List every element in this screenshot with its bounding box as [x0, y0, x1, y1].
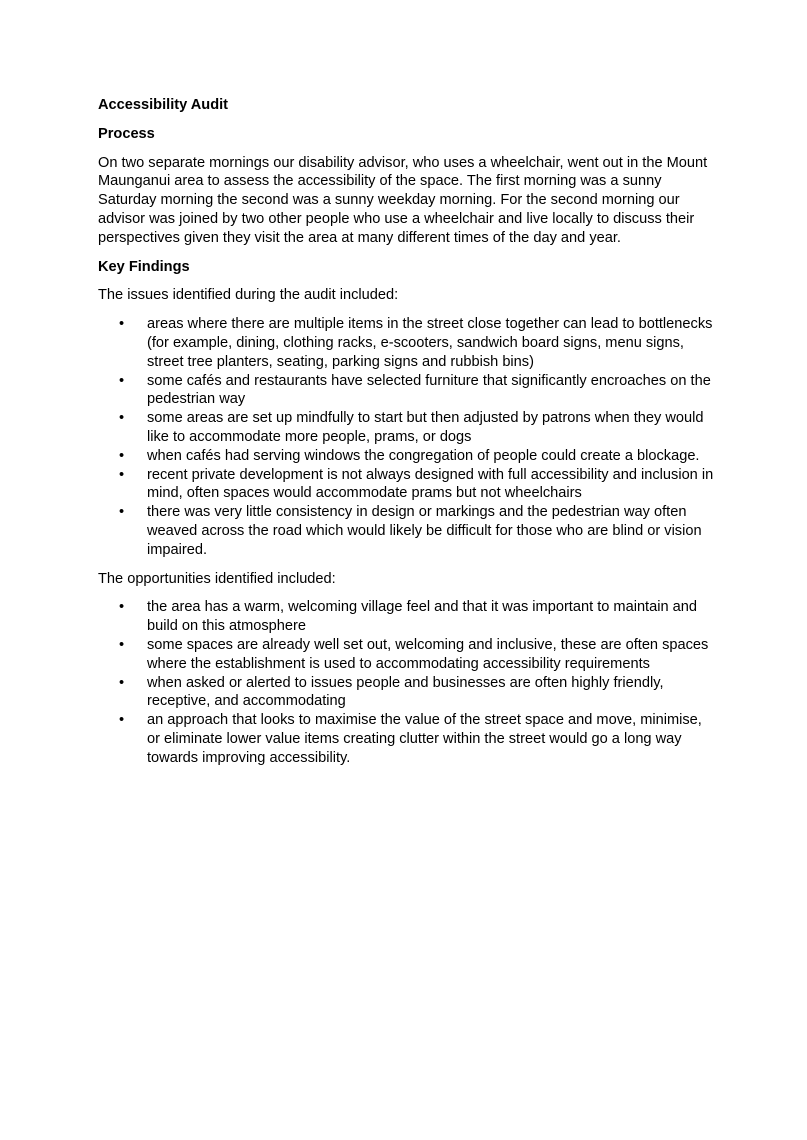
bullet-icon: • — [119, 410, 125, 427]
opportunity-item — [98, 636, 718, 674]
opportunity-text: when asked or alerted to issues people and businesses are often highly friendly, receptive, and accommodating — [147, 674, 664, 710]
opportunity-item — [98, 711, 718, 767]
bullet-icon: • — [119, 447, 125, 464]
opportunities-intro: The opportunities identified included: — [98, 570, 336, 587]
opportunity-text: the area has a warm, welcoming village feel and that it was important to maintain and build on this atmosphere — [147, 599, 697, 635]
bullet-icon: • — [119, 674, 125, 691]
document-title: Accessibility Audit — [98, 97, 229, 113]
issues-intro: The issues identified during the audit included: — [98, 287, 399, 304]
bullet-icon: • — [119, 712, 125, 729]
opportunity-item — [98, 674, 718, 712]
issue-text: there was very little consistency in design or markings and the pedestrian way often weaved across the road which would likely be difficult for those who are blind or vision impaired. — [147, 504, 702, 558]
opportunity-item — [98, 598, 718, 636]
issue-item — [98, 315, 718, 371]
opportunity-text: an approach that looks to maximise the value of the street space and move, minimise, or eliminate lower value items creating clutter within the street would go a long way towards improving accessibility. — [147, 712, 702, 766]
issue-text: recent private development is not always designed with full accessibility and inclusion in mind, often spaces would accommodate prams but not wheelchairs — [147, 466, 714, 502]
bullet-icon: • — [119, 504, 125, 521]
bullet-icon: • — [119, 316, 125, 333]
issues-list — [98, 315, 718, 559]
issue-item — [98, 466, 718, 504]
issue-text: when cafés had serving windows the congregation of people could create a blockage. — [147, 447, 700, 464]
bullet-icon: • — [119, 372, 125, 389]
bullet-icon: • — [119, 599, 125, 616]
document-page — [98, 96, 718, 778]
issue-text: some areas are set up mindfully to start but then adjusted by patrons when they would like to accommodate more people, prams, or dogs — [147, 410, 704, 445]
opportunity-text: some spaces are already well set out, welcoming and inclusive, these are often spaces where the establishment is used to accommodating accessibility requirements — [147, 636, 709, 672]
process-heading: Process — [98, 125, 155, 142]
issue-item — [98, 409, 718, 447]
process-paragraph: On two separate mornings our disability advisor, who uses a wheelchair, went out in the Mount Maunganui area to assess the accessibility of the space. The first morning was a sunny Saturday morning the second was a sunny weekday morning. For the second morning our advisor was joined by two other people who use a wheelchair and live locally to discuss their perspectives given they visit the area at many different times of the day and year. — [98, 154, 708, 246]
issue-item — [98, 503, 718, 559]
issue-item — [98, 372, 718, 410]
key-findings-heading: Key Findings — [98, 258, 190, 275]
issue-item — [98, 447, 718, 466]
bullet-icon: • — [119, 636, 125, 653]
opportunities-list — [98, 598, 718, 767]
issue-text: areas where there are multiple items in the street close together can lead to bottlenecks (for example, dining, clothing racks, e-scooters, sandwich board signs, menu signs, street tree planters, seating, parking signs and rubbish bins) — [147, 316, 713, 370]
bullet-icon: • — [119, 466, 125, 483]
issue-text: some cafés and restaurants have selected furniture that significantly encroaches on the pedestrian way — [147, 372, 711, 408]
